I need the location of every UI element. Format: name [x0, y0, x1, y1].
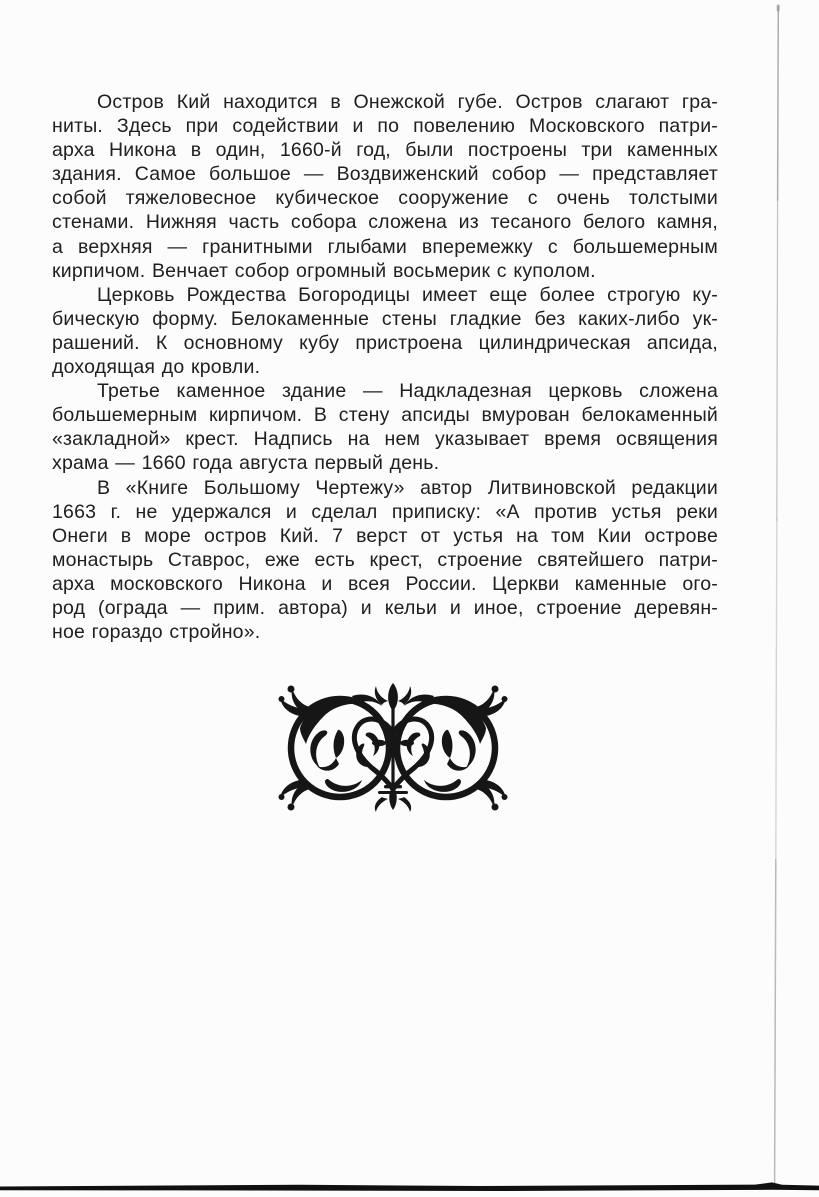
paragraph — [52, 283, 718, 379]
text-line: большемерным кирпичом. В стену апсиды вмурован белокаменный — [52, 404, 718, 427]
text-line: Онеги в море остров Кий. 7 верст от устья на том Кии острове — [52, 524, 718, 547]
paragraph — [52, 379, 718, 475]
text-line: здания. Самое большое — Воздвиженский собор — представляет — [52, 163, 718, 186]
paragraph — [52, 90, 718, 283]
text-block — [52, 90, 718, 644]
text-line: В «Книге Большому Чертежу» автор Литвиновской редакции — [97, 476, 718, 499]
text-line: 1663 г. не удержался и сделал приписку: «А против устья реки — [52, 500, 718, 523]
text-line: ниты. Здесь при содействии и по повелению Московского патри- — [52, 115, 718, 138]
text-line: монастырь Ставрос, еже есть крест, строение святейшего патри- — [52, 548, 718, 571]
page-edge-line-right — [775, 5, 780, 1187]
text-line: доходящая до кровли. — [52, 356, 261, 379]
text-line: арха Никона в один, 1660-й год, были построены три каменных — [52, 139, 718, 162]
page-bottom-scan-line — [0, 1182, 819, 1191]
text-line: Третье каменное здание — Надкладезная церковь сложена — [97, 380, 718, 403]
text-line: ное гораздо стройно». — [52, 621, 261, 644]
paragraph — [52, 476, 718, 645]
text-line: храма — 1660 года августа первый день. — [52, 452, 440, 475]
floral-vignette-svg — [278, 682, 508, 813]
text-line: а верхняя — гранитными глыбами вперемежку с большемерным — [52, 235, 718, 258]
text-line: стенами. Нижняя часть собора сложена из тесаного белого камня, — [52, 211, 718, 234]
text-line: рашений. К основному кубу пристроена цилиндрическая апсида, — [52, 331, 718, 354]
text-line: Остров Кий находится в Онежской губе. Остров слагают гра- — [97, 91, 718, 113]
text-line: арха московского Никона и всея России. Церкви каменные ого- — [52, 572, 718, 595]
text-line: бическую форму. Белокаменные стены гладкие без каких-либо ук- — [52, 307, 718, 330]
floral-vignette-ornament — [278, 682, 508, 813]
text-line: кирпичом. Венчает собор огромный восьмерик с куполом. — [52, 259, 596, 282]
text-line: Церковь Рождества Богородицы имеет еще более строгую ку- — [97, 283, 718, 306]
text-line: собой тяжеловесное кубическое сооружение с очень толстыми — [52, 187, 718, 210]
text-line: род (ограда — прим. автора) и кельи и иное, строение деревян- — [52, 596, 718, 619]
text-line: «закладной» крест. Надпись на нем указывает время освящения — [52, 428, 718, 451]
